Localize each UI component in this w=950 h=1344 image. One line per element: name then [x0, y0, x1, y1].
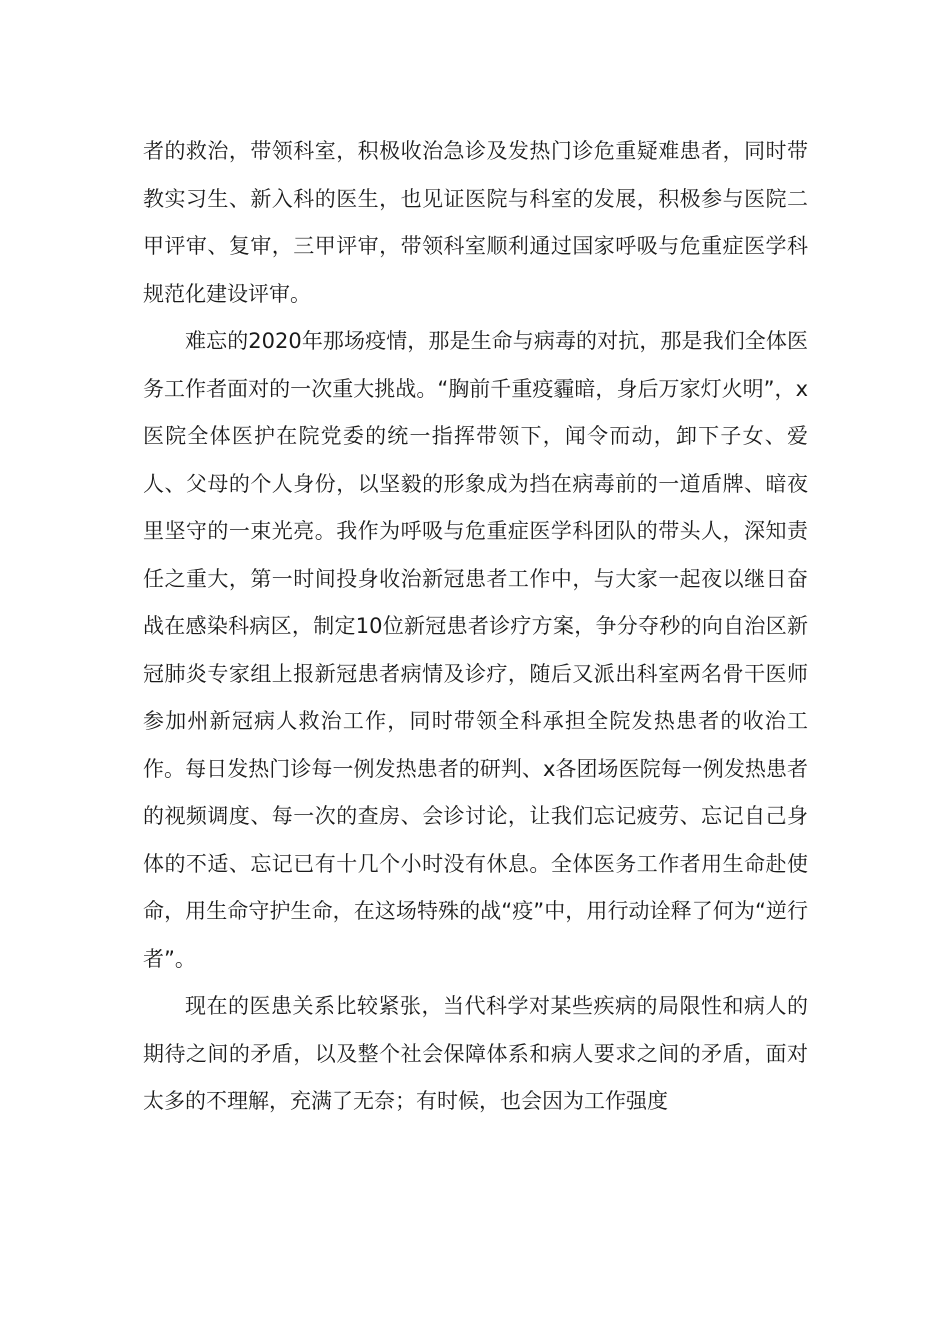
paragraph-3: 现在的医患关系比较紧张，当代科学对某些疾病的局限性和病人的期待之间的矛盾，以及整个社会保障体系和病人要求之间的矛盾，面对太多的不理解，充满了无奈；有时候，也会因为工作强度	[143, 994, 808, 1113]
paragraph-1: 者的救治，带领科室，积极收治急诊及发热门诊危重疑难患者，同时带教实习生、新入科的医生，也见证医院与科室的发展，积极参与医院二甲评审、复审，三甲评审，带领科室顺利通过国家呼吸与危重症医学科规范化建设评审。	[143, 139, 808, 306]
document-body	[143, 128, 808, 1126]
paragraph-2: 难忘的2020年那场疫情，那是生命与病毒的对抗，那是我们全体医务工作者面对的一次重大挑战。“胸前千重疫霾暗，身后万家灯火明”，x医院全体医护在院党委的统一指挥带领下，闻令而动，卸下子女、爱人、父母的个人身份，以坚毅的形象成为挡在病毒前的一道盾牌、暗夜里坚守的一束光亮。我作为呼吸与危重症医学科团队的带头人，深知责任之重大，第一时间投身收治新冠患者工作中，与大家一起夜以继日奋战在感染科病区，制定10位新冠患者诊疗方案，争分夺秒的向自治区新冠肺炎专家组上报新冠患者病情及诊疗，随后又派出科室两名骨干医师参加州新冠病人救治工作，同时带领全科承担全院发热患者的收治工作。每日发热门诊每一例发热患者的研判、x各团场医院每一例发热患者的视频调度、每一次的查房、会诊讨论，让我们忘记疲劳、忘记自己身体的不适、忘记已有十几个小时没有休息。全体医务工作者用生命赴使命，用生命守护生命，在这场特殊的战“疫”中，用行动诠释了何为“逆行者”。	[143, 329, 808, 971]
